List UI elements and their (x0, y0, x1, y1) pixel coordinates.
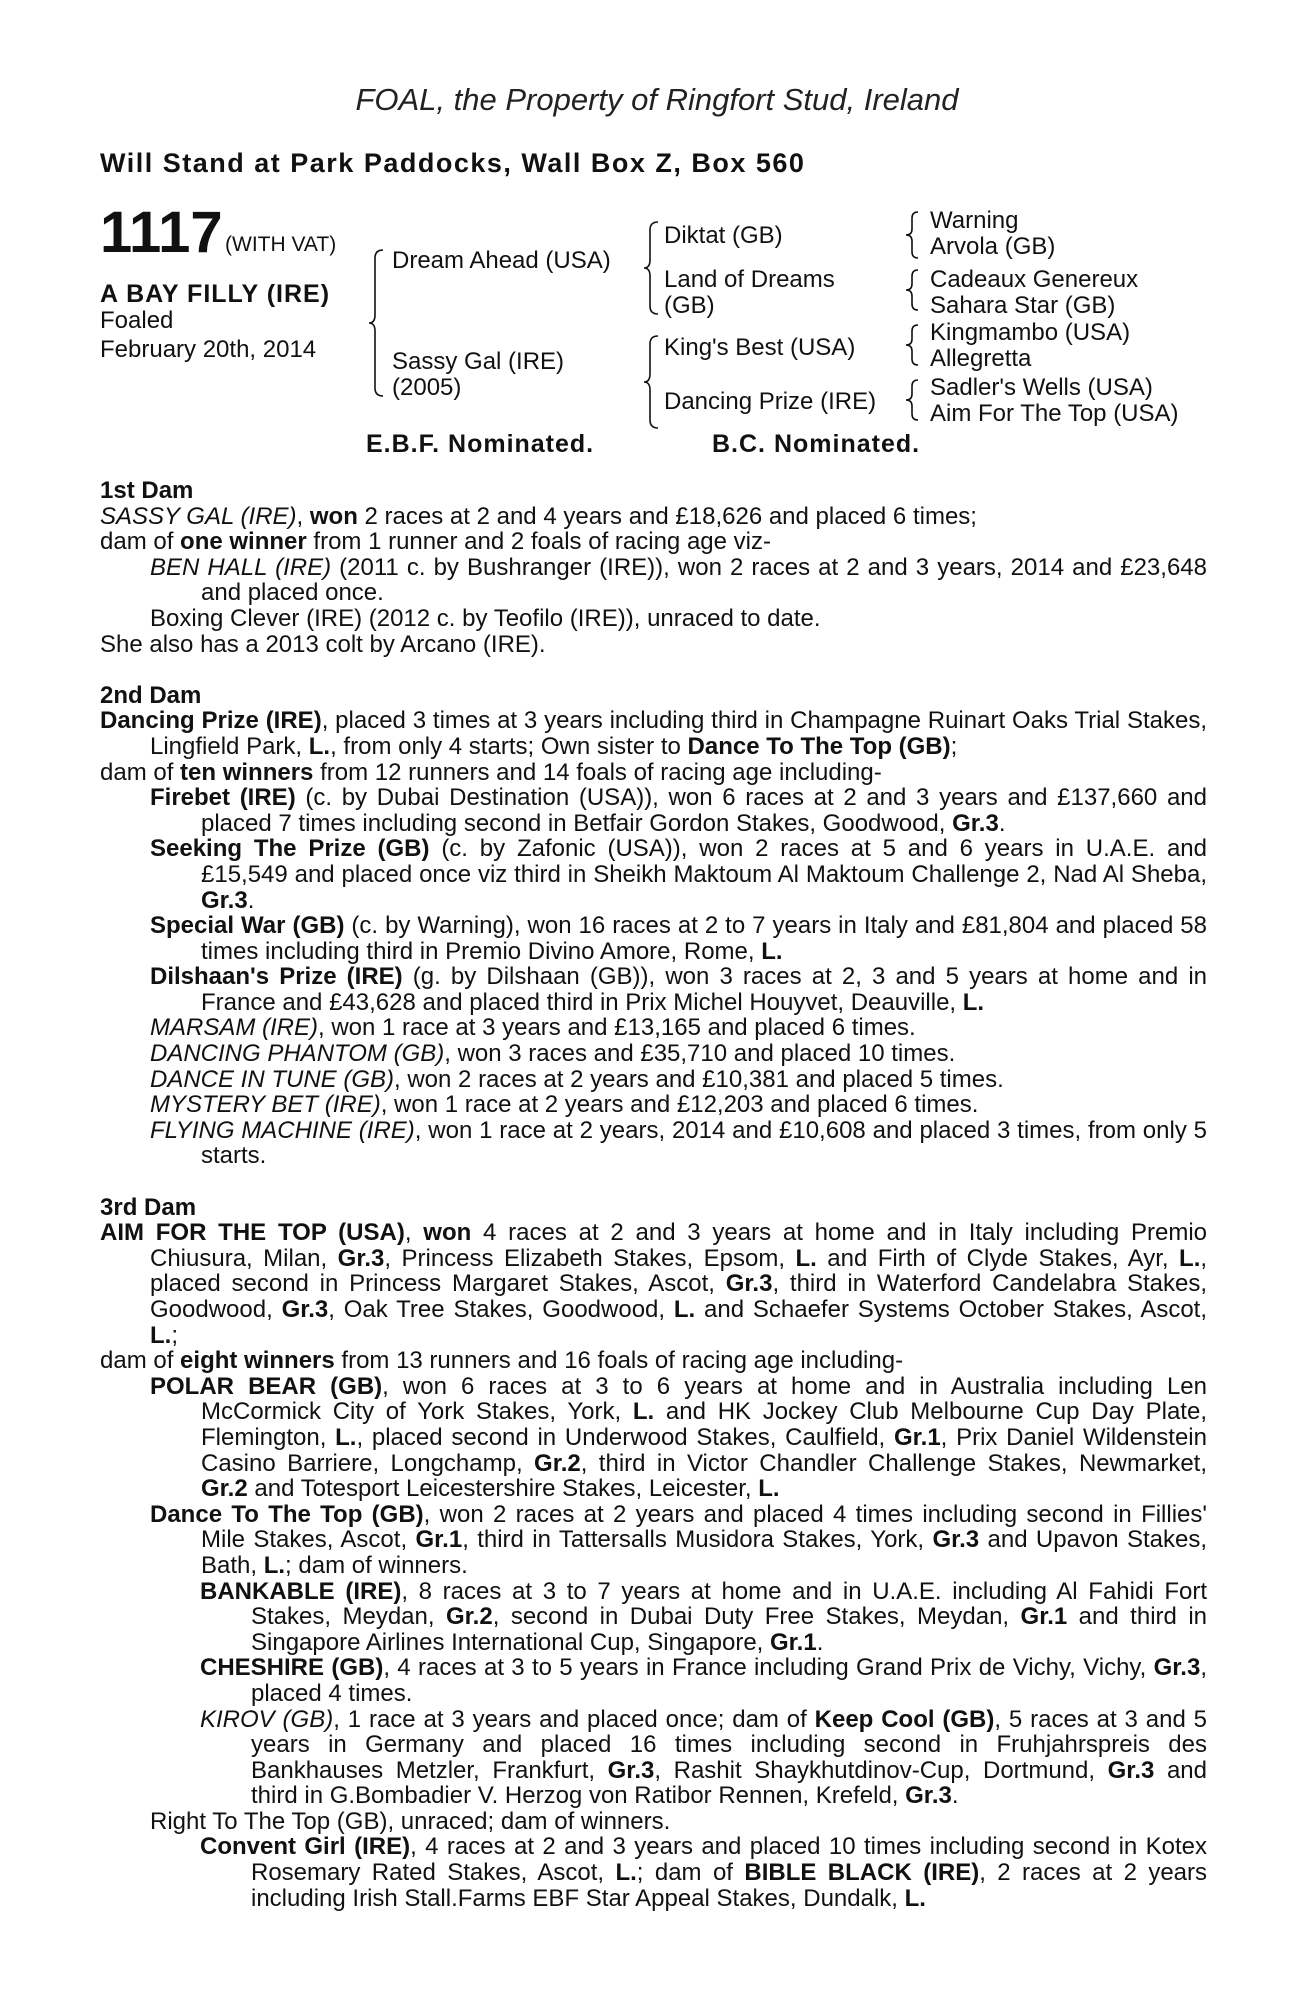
pedigree-g3-2: Arvola (GB) (930, 233, 1056, 260)
produce-entry: FLYING MACHINE (IRE), won 1 race at 2 years, 2014 and £10,608 and placed 3 times, from only 5 starts. (150, 1116, 1207, 1170)
bc-nominated: B.C. Nominated. (712, 430, 921, 458)
pedigree-sire-dam-line2: (GB) (664, 292, 715, 319)
pedigree-dam (392, 349, 564, 401)
brace-dd (906, 380, 918, 420)
pedigree-sire: Dream Ahead (USA) (392, 247, 611, 274)
pedigree-sire-dam (664, 267, 835, 319)
produce-entry: Right To The Top (GB), unraced; dam of winners. (150, 1807, 671, 1835)
second-dam-section (100, 683, 1207, 1169)
third-dam-produce: dam of eight winners from 13 runners and 16 foals of racing age including- (100, 1347, 904, 1375)
lot-number: 1117 (100, 200, 223, 265)
brace-ss (906, 212, 918, 258)
foaled-info (100, 306, 316, 364)
stand-location: Will Stand at Park Paddocks, Wall Box Z, Box 560 (100, 148, 806, 178)
pedigree-g3-6: Allegretta (930, 345, 1032, 372)
pedigree-g3-3: Cadeaux Genereux (930, 266, 1139, 293)
produce-entry: POLAR BEAR (GB), won 6 races at 3 to 6 years at home and in Australia including Len McCormick City of York Stakes, York, L. and HK Jockey Club Melbourne Cup Day Plate, Flemington, L., placed second in Underwood Stakes, Caulfield, Gr.1, Prix Daniel Wildenstein Casino Barriere, Longchamp, Gr.2, third in Victor Chandler Challenge Stakes, Newmarket, Gr.2 and Totesport Leicestershire Stakes, Leicester, L. (150, 1372, 1207, 1503)
vat-note: (WITH VAT) (225, 233, 337, 256)
pedigree-g3-7: Sadler's Wells (USA) (930, 374, 1153, 401)
produce-note: She also has a 2013 colt by Arcano (IRE). (100, 630, 546, 658)
second-dam-heading: 2nd Dam (100, 681, 202, 709)
foaled-date: February 20th, 2014 (100, 336, 317, 363)
produce-entry: DANCE IN TUNE (GB), won 2 races at 2 years and £10,381 and placed 5 times. (150, 1065, 1004, 1093)
produce-entry: CHESHIRE (GB), 4 races at 3 to 5 years in France including Grand Prix de Vichy, Vichy, Gr.3, placed 4 times. (200, 1654, 1207, 1707)
brace-dam (644, 336, 658, 428)
brace-ds (906, 325, 918, 365)
brace-main (369, 250, 383, 396)
produce-entry: KIROV (GB), 1 race at 3 years and placed once; dam of Keep Cool (GB), 5 races at 3 and 5 years in Germany and placed 16 times including second in Fruhjahrspreis des Bankhauses Metzler, Frankfurt, Gr.3, Rashit Shaykhutdinov-Cup, Dortmund, Gr.3 and third in G.Bombadier V. Herzog von Ratibor Rennen, Krefeld, Gr.3. (200, 1705, 1208, 1810)
produce-entry: Dilshaan's Prize (IRE) (g. by Dilshaan (GB)), won 3 races at 2, 3 and 5 years at home and in France and £43,628 and placed third in Prix Michel Houyvet, Deauville, L. (150, 963, 1208, 1016)
pedigree-dam-year: (2005) (392, 374, 462, 401)
pedigree-g3-1: Warning (930, 207, 1019, 234)
second-dam-produce: dam of ten winners from 12 runners and 14 foals of racing age including- (100, 758, 882, 786)
pedigree-sire-dam-line1: Land of Dreams (664, 266, 835, 293)
produce-entry: Seeking The Prize (GB) (c. by Zafonic (USA)), won 2 races at 5 and 6 years in U.A.E. and £15,549 and placed once viz third in Sheikh Maktoum Al Maktoum Challenge 2, Nad Al Sheba, Gr.3. (150, 835, 1207, 914)
pedigree-dam-name: Sassy Gal (IRE) (392, 348, 565, 375)
produce-entry: Convent Girl (IRE), 4 races at 2 and 3 years and placed 10 times including second in Kotex Rosemary Rated Stakes, Ascot, L.; dam of BIBLE BLACK (IRE), 2 races at 2 years including Irish Stall.Farms EBF Star Appeal Stakes, Dundalk, L. (200, 1833, 1208, 1912)
pedigree-sire-sire: Diktat (GB) (664, 222, 783, 249)
catalogue-body (100, 478, 1207, 1911)
third-dam-heading: 3rd Dam (100, 1193, 197, 1221)
produce-entry: BANKABLE (IRE), 8 races at 3 to 7 years at home and in U.A.E. including Al Fahidi Fort Stakes, Meydan, Gr.2, second in Dubai Duty Free Stakes, Meydan, Gr.1 and third in Singapore Airlines International Cup, Singapore, Gr.1. (200, 1577, 1207, 1656)
first-dam-heading: 1st Dam (100, 477, 194, 504)
first-dam-section (100, 478, 1207, 657)
foaled-label: Foaled (100, 307, 174, 334)
third-dam-summary: AIM FOR THE TOP (USA), won 4 races at 2 and 3 years at home and in Italy including Premio Chiusura, Milan, Gr.3, Princess Elizabeth Stakes, Epsom, L. and Firth of Clyde Stakes, Ayr, L., placed second in Princess Margaret Stakes, Ascot, Gr.3, third in Waterford Candelabra Stakes, Goodwood, Gr.3, Oak Tree Stakes, Goodwood, L. and Schaefer Systems October Stakes, Ascot, L.; (100, 1219, 1208, 1349)
produce-entry: BEN HALL (IRE) (2011 c. by Bushranger (IRE)), won 2 races at 2 and 3 years, 2014 and £23,648 and placed once. (150, 553, 1207, 607)
produce-entry: Boxing Clever (IRE) (2012 c. by Teofilo (IRE)), unraced to date. (150, 604, 821, 632)
pedigree-g3-5: Kingmambo (USA) (930, 319, 1131, 346)
produce-entry: Special War (GB) (c. by Warning), won 16 races at 2 to 7 years in Italy and £81,804 and placed 58 times including third in Premio Divino Amore, Rome, L. (150, 912, 1207, 965)
first-dam-produce: dam of one winner from 1 runner and 2 foals of racing age viz- (100, 528, 771, 556)
produce-entry: DANCING PHANTOM (GB), won 3 races and £35,710 and placed 10 times. (150, 1040, 956, 1068)
pedigree-g3-8: Aim For The Top (USA) (930, 400, 1179, 427)
brace-sire (644, 222, 658, 314)
produce-entry: MARSAM (IRE), won 1 race at 3 years and £13,165 and placed 6 times. (150, 1014, 916, 1042)
second-dam-summary: Dancing Prize (IRE), placed 3 times at 3 years including third in Champagne Ruinart Oaks Trial Stakes, Lingfield Park, L., from only 4 starts; Own sister to Dance To The Top (GB); (100, 707, 1207, 760)
produce-entry: Dance To The Top (GB), won 2 races at 2 years and placed 4 times including second in Fillies' Mile Stakes, Ascot, Gr.1, third in Tattersalls Musidora Stakes, York, Gr.3 and Upavon Stakes, Bath, L.; dam of winners. (150, 1500, 1208, 1579)
produce-entry: MYSTERY BET (IRE), won 1 race at 2 years and £12,203 and placed 6 times. (150, 1091, 979, 1119)
third-dam-section (100, 1195, 1207, 1912)
brace-sd (906, 270, 918, 310)
produce-entry: Firebet (IRE) (c. by Dubai Destination (USA)), won 6 races at 2 and 3 years and £137,660 and placed 7 times including second in Betfair Gordon Stakes, Goodwood, Gr.3. (150, 784, 1207, 837)
ebf-nominated: E.B.F. Nominated. (366, 430, 595, 458)
pedigree-dam-dam: Dancing Prize (IRE) (664, 388, 877, 415)
lot-name: A BAY FILLY (IRE) (100, 280, 331, 308)
dam-name: SASSY GAL (IRE) (100, 502, 297, 530)
pedigree-dam-sire: King's Best (USA) (664, 334, 856, 361)
page-title: FOAL, the Property of Ringfort Stud, Ireland (355, 82, 959, 117)
pedigree-g3-4: Sahara Star (GB) (930, 292, 1116, 319)
first-dam-summary: SASSY GAL (IRE), won 2 races at 2 and 4 years and £18,626 and placed 6 times; (100, 502, 977, 530)
